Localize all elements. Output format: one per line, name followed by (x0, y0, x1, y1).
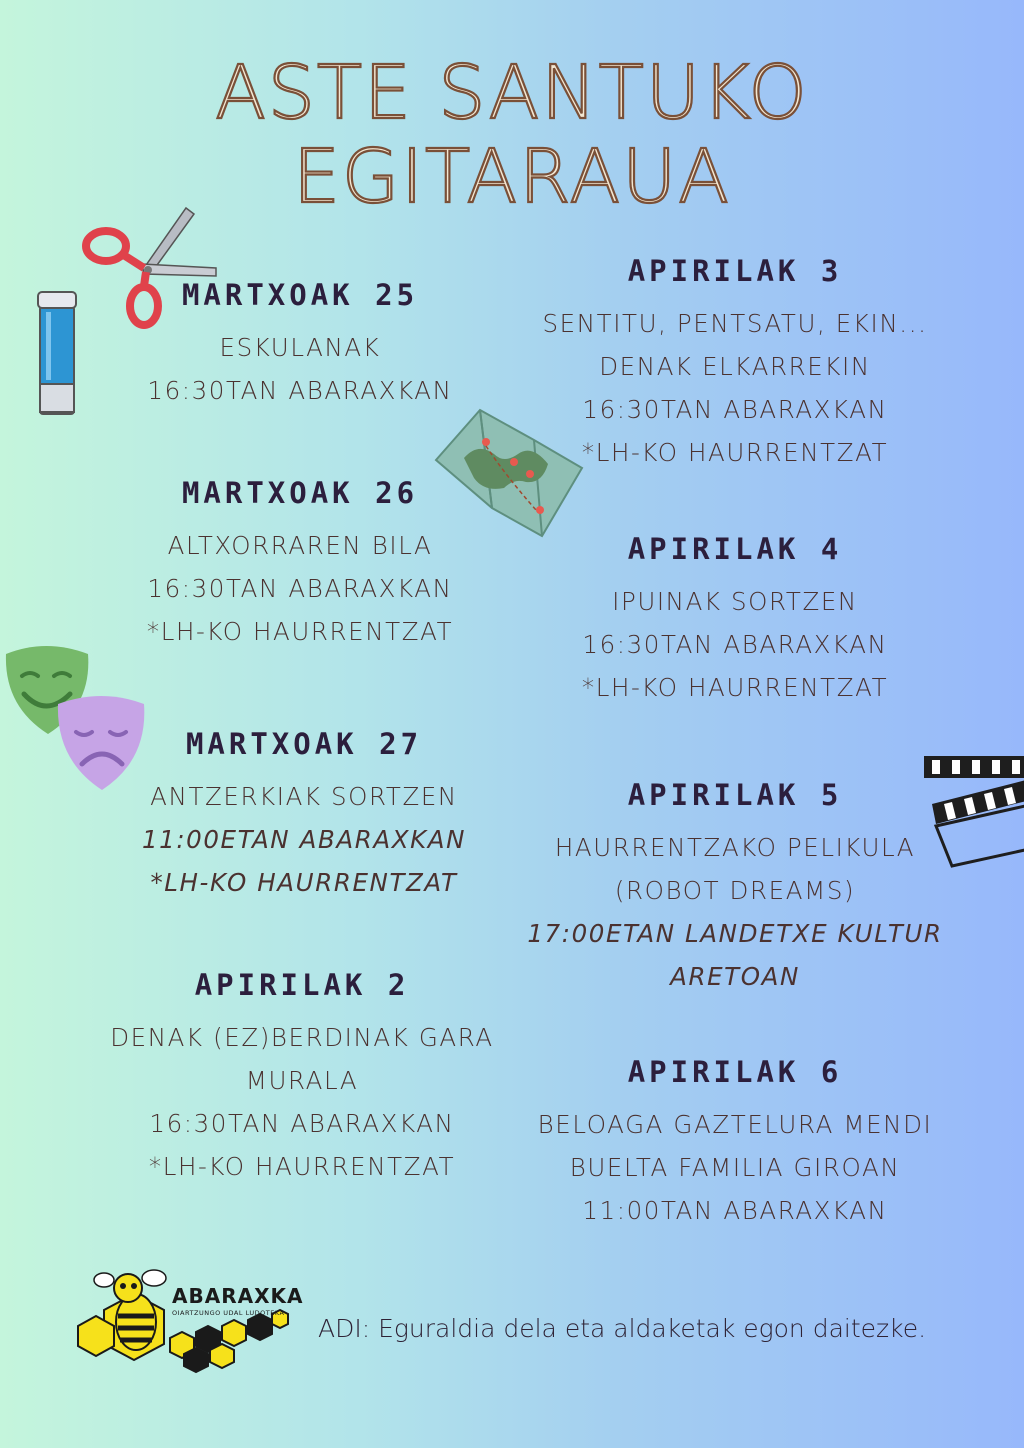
event-line: BELOAGA GAZTELURA MENDI (537, 1109, 933, 1139)
theater-masks-icon (0, 640, 150, 790)
event-line: SENTITU, PENTSATU, EKIN... (542, 308, 928, 338)
event-line: *LH-KO HAURRENTZAT (581, 437, 889, 467)
event-line: BUELTA FAMILIA GIROAN (569, 1152, 901, 1182)
event-line: IPUINAK SORTZEN (612, 586, 858, 616)
logo-subtitle: OIARTZUNGO UDAL LUDOTEKA (172, 1309, 285, 1317)
event-line: DENAK ELKARREKIN (599, 351, 871, 381)
event-line: *LH-KO HAURRENTZAT (581, 672, 889, 702)
glue-stick-icon (36, 288, 78, 418)
clapperboard-icon (922, 748, 1024, 868)
event-line: *LH-KO HAURRENTZAT (148, 1151, 456, 1181)
event-line: ARETOAN (670, 961, 800, 991)
event-line: HAURRENTZAKO PELIKULA (554, 832, 916, 862)
event-day: APIRILAK 2 (194, 968, 410, 1002)
event-apirilak-5 (520, 780, 950, 998)
event-line: 11:00ETAN ABARAXKAN (141, 824, 467, 854)
page-title-line2: EGITARAUA (293, 134, 731, 220)
map-icon (434, 404, 584, 540)
scissors-icon (82, 206, 222, 334)
event-apirilak-3 (520, 256, 950, 474)
event-line: DENAK (EZ)BERDINAK GARA (110, 1022, 494, 1052)
event-line: *LH-KO HAURRENTZAT (150, 867, 458, 897)
event-day: APIRILAK 4 (627, 532, 843, 566)
event-line: 16:30TAN ABARAXKAN (147, 375, 453, 405)
event-line: 16:30TAN ABARAXKAN (147, 573, 453, 603)
event-apirilak-6 (520, 1057, 950, 1232)
event-apirilak-4 (520, 534, 950, 709)
page-title-line1: ASTE SANTUKO (215, 50, 809, 136)
event-day: APIRILAK 5 (627, 778, 843, 812)
event-line: ESKULANAK (219, 332, 381, 362)
event-day: MARTXOAK 26 (181, 476, 419, 510)
event-line: (ROBOT DREAMS) (614, 875, 856, 905)
event-line: 11:00TAN ABARAXKAN (582, 1195, 888, 1225)
event-line: *LH-KO HAURRENTZAT (146, 616, 454, 646)
event-day: MARTXOAK 25 (181, 278, 419, 312)
logo-name: ABARAXKA (172, 1284, 304, 1308)
event-line: 16:30TAN ABARAXKAN (149, 1108, 455, 1138)
event-line: 16:30TAN ABARAXKAN (582, 394, 888, 424)
event-line: 16:30TAN ABARAXKAN (582, 629, 888, 659)
event-martxoak-27 (104, 729, 504, 904)
event-line: ANTZERKIAK SORTZEN (150, 781, 458, 811)
event-day: MARTXOAK 27 (185, 727, 423, 761)
event-line: ALTXORRAREN BILA (167, 530, 433, 560)
event-line: 17:00ETAN LANDETXE KULTUR (527, 918, 943, 948)
event-day: APIRILAK 6 (627, 1055, 843, 1089)
event-day: APIRILAK 3 (627, 254, 843, 288)
bee-logo-icon (74, 1266, 290, 1374)
event-apirilak-2 (90, 970, 514, 1188)
footer-note: ADI: Eguraldia dela eta aldaketak egon daitezke. (318, 1314, 927, 1343)
event-line: MURALA (245, 1065, 359, 1095)
